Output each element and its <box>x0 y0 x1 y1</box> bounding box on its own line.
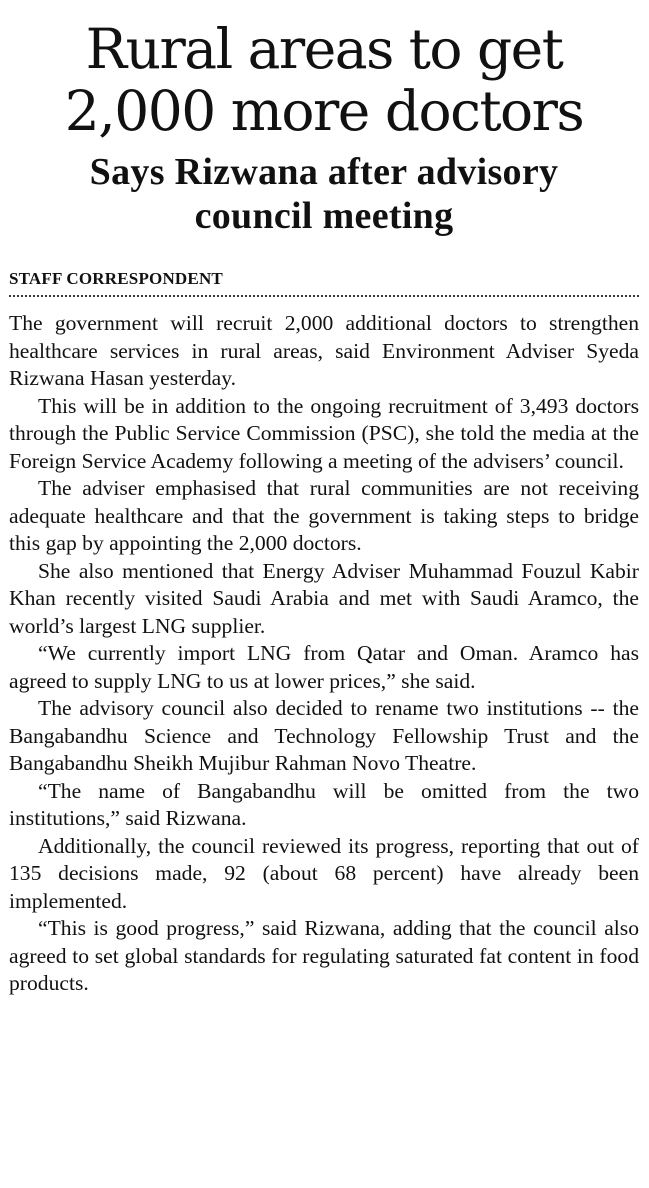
headline-line-2: 2,000 more doctors <box>64 79 584 143</box>
paragraph-4: She also mentioned that Energy Adviser Muhammad Fouzul Kabir Khan recently visited Saudi Arabia and met with Saudi Aramco, the world’s largest LNG supplier. <box>9 558 639 638</box>
paragraph-9: “This is good progress,” said Rizwana, adding that the council also agreed to set global standards for regulating saturated fat content in food products. <box>9 916 639 995</box>
article-body <box>9 310 639 998</box>
news-article <box>9 0 639 998</box>
paragraph-8: Additionally, the council reviewed its progress, reporting that out of 135 decisions made, 92 (about 68 percent) have already been implemented. <box>9 833 639 913</box>
paragraph-7: “The name of Bangabandhu will be omitted from the two institutions,” said Rizwana. <box>9 778 639 830</box>
paragraph-2: This will be in addition to the ongoing recruitment of 3,493 doctors through the Public Service Commission (PSC), she told the media at the Foreign Service Academy following a meeting of the advisers’ council. <box>9 393 639 473</box>
dotted-divider <box>9 295 639 297</box>
subheadline-line-1: Says Rizwana after advisory <box>89 151 559 193</box>
byline: STAFF CORRESPONDENT <box>9 269 223 288</box>
subheadline-line-2: council meeting <box>194 195 454 237</box>
paragraph-3: The adviser emphasised that rural communities are not receiving adequate healthcare and that the government is taking steps to bridge this gap by appointing the 2,000 doctors. <box>9 476 639 555</box>
subheadline <box>9 142 639 238</box>
paragraph-5: “We currently import LNG from Qatar and Oman. Aramco has agreed to supply LNG to us at lower prices,” she said. <box>9 641 639 693</box>
paragraph-6: The advisory council also decided to rename two institutions -- the Bangabandhu Science and Technology Fellowship Trust and the Bangabandhu Sheikh Mujibur Rahman Novo Theatre. <box>9 696 639 775</box>
headline <box>9 0 639 142</box>
headline-line-1: Rural areas to get <box>85 17 563 81</box>
paragraph-1: The government will recruit 2,000 additional doctors to strengthen healthcare services in rural areas, said Environment Adviser Syeda Rizwana Hasan yesterday. <box>9 311 639 390</box>
